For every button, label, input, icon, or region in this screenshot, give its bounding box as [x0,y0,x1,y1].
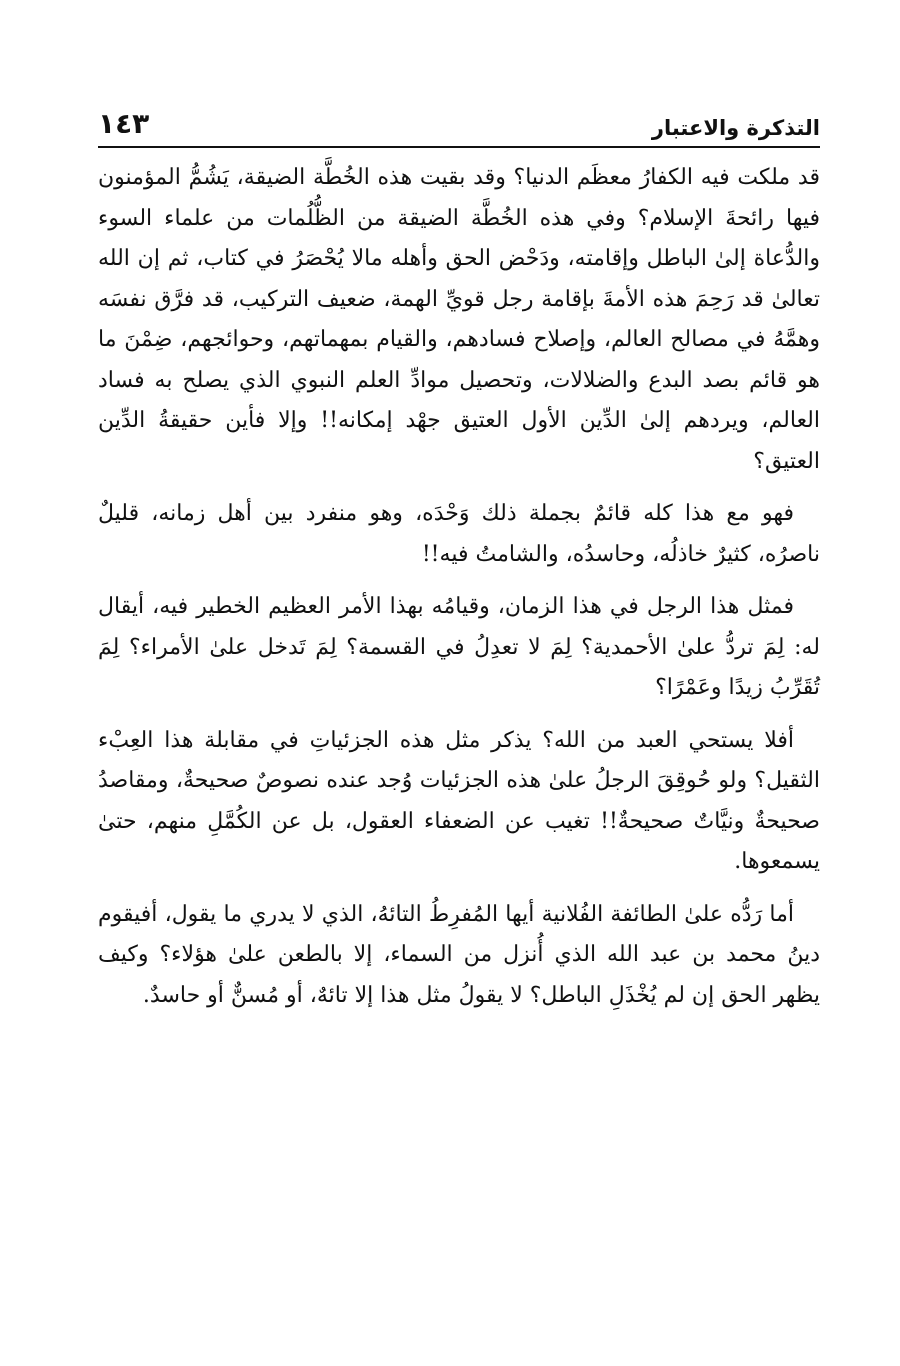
running-header [98,100,820,148]
running-title: التذكرة والاعتبار [651,116,820,140]
page-number: ١٤٣ [98,107,150,140]
book-page [98,100,820,1028]
paragraph-4: أفلا يستحي العبد من الله؟ يذكر مثل هذه الجزئياتِ في مقابلة هذا العِبْء الثقيل؟ ولو حُوقِقَ الرجلُ علىٰ هذه الجزئيات وُجد عنده نصوصٌ صحيحةٌ، ومقاصدُ صحيحةٌ ونيَّاتٌ صحيحةٌ!! تغيب عن الضعفاء العقول، بل عن الكُمَّلِ منهم، حتىٰ يسمعوها. [98,727,820,874]
body-text [98,158,820,1016]
paragraph-3: فمثل هذا الرجل في هذا الزمان، وقيامُه بهذا الأمر العظيم الخطير فيه، أيقال له: لِمَ تردُّ علىٰ الأحمدية؟ لِمَ لا تعدِلُ في القسمة؟ لِمَ تَدخل علىٰ الأمراء؟ لِمَ تُقَرِّبُ زيدًا وعَمْرًا؟ [98,594,820,700]
paragraph-2: فهو مع هذا كله قائمٌ بجملة ذلك وَحْدَه، وهو منفرد بين أهل زمانه، قليلٌ ناصرُه، كثيرٌ خاذلُه، وحاسدُه، والشامتُ فيه!! [98,501,820,567]
paragraph-5: أما رَدُّه علىٰ الطائفة الفُلانية أيها المُفرِطُ التائهُ، الذي لا يدري ما يقول، أفيقوم دينُ محمد بن عبد الله الذي أُنزل من السماء، إلا بالطعن علىٰ هؤلاء؟ وكيف يظهر الحق إن لم يُخْذَلِ الباطل؟ لا يقولُ مثل هذا إلا تائهٌ، أو مُسنٌّ أو حاسدٌ. [98,901,820,1008]
paragraph-1: قد ملكت فيه الكفارُ معظَم الدنيا؟ وقد بقيت هذه الخُطَّة الضيقة، يَشُمُّ المؤمنون فيها رائحةَ الإسلام؟ وفي هذه الخُطَّة الضيقة من الظُّلُمات من علماء السوء والدُّعاة إلىٰ الباطل وإقامته، ودَحْض الحق وأهله مالا يُحْصَرُ في كتاب، ثم إن الله تعالىٰ قد رَحِمَ هذه الأمةَ بإقامة رجل قويِّ الهمة، ضعيف التركيب، قد فرَّق نفسَه وهمَّهُ في مصالح العالم، وإصلاح فسادهم، والقيام بمهماتهم، وحوائجهم، ضِمْنَ ما هو قائم بصد البدع والضلالات، وتحصيل موادِّ العلم النبوي الذي يصلح به فساد العالم، ويردهم إلىٰ الدِّين الأول العتيق جهْد إمكانه!! وإلا فأين حقيقةُ الدِّين العتيق؟ [98,165,820,474]
